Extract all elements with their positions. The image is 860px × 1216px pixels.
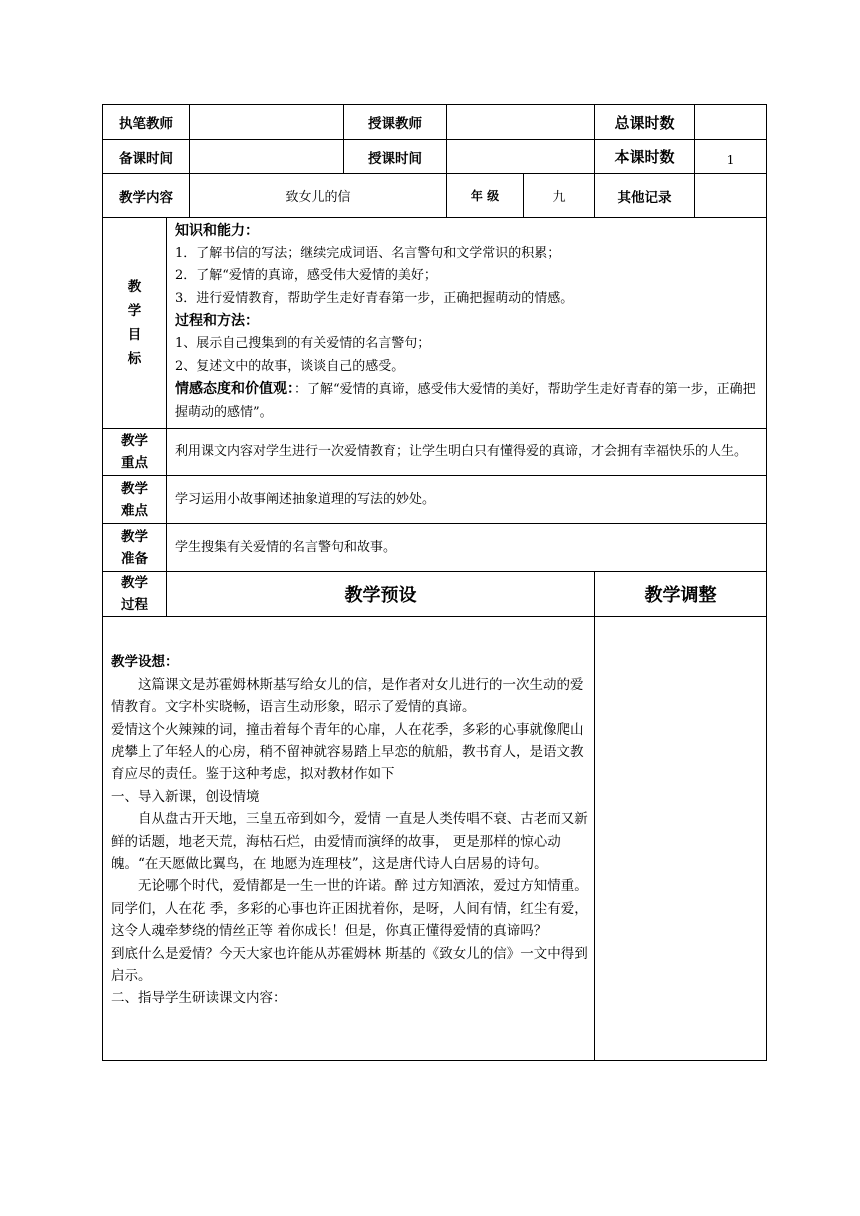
preset-content <box>103 617 595 1061</box>
process-label: 教学 过程 <box>103 572 167 617</box>
content-value: 致女儿的信 <box>190 174 447 218</box>
paragraph: 爱情这个火辣辣的词，撞击着每个青年的心扉，人在花季，多彩的心事就像爬山虎攀上了年轻人的心房，稍不留神就容易踏上早恋的航船，教书育人，是语文教育应尽的责任。鉴于这种考虑，拟对教材作如下 <box>111 721 584 783</box>
emotion-paragraph <box>175 378 760 424</box>
preparation-row <box>103 524 767 572</box>
preparation-text: 学生搜集有关爱情的名言警句和故事。 <box>167 524 767 572</box>
paragraph: 这篇课文是苏霍姆林斯基写给女儿的信，是作者对女儿进行的一次生动的爱情教育。文字朴实晓畅，语言生动形象，昭示了爱情的真谛。 <box>111 676 584 716</box>
adjust-title: 教学调整 <box>595 572 767 617</box>
goals-row <box>103 218 767 429</box>
process-content-row <box>103 617 767 1061</box>
process-title: 过程和方法： <box>175 313 259 330</box>
prep-time-label: 备课时间 <box>103 140 190 174</box>
paragraph: 自从盘古开天地，三皇五帝到如今，爱情 一直是人类传唱不衰、古老而又新鲜的话题，地老天荒，海枯石烂，由爱情而演绎的故事， 更是那样的惊心动魄。“在天愿做比翼鸟，在 地愿为连理枝”，这是唐代诗人白居易的诗句。 <box>111 811 588 872</box>
key-points-text: 利用课文内容对学生进行一次爱情教育；让学生明白只有懂得爱的真谛，才会拥有幸福快乐的人生。 <box>167 429 767 476</box>
difficulties-text: 学习运用小故事阐述抽象道理的写法的妙处。 <box>167 476 767 524</box>
content-label: 教学内容 <box>103 174 190 218</box>
grade-value: 九 <box>524 174 595 218</box>
knowledge-item: 2．了解“爱情的真谛，感受伟大爱情的美好； <box>175 268 437 284</box>
emotion-text: ：了解“爱情的真谛，感受伟大爱情的美好，帮助学生走好青春的第一步，正确把握萌动的感情”。 <box>175 382 756 420</box>
paragraph: 到底什么是爱情？今天大家也许能从苏霍姆林 斯基的《致女儿的信》一文中得到启示。 <box>111 945 588 985</box>
lesson-plan-table <box>102 104 767 1061</box>
writer-teacher-value <box>190 105 344 140</box>
preparation-label: 教学 准备 <box>103 524 167 572</box>
process-item: 2、复述文中的故事，谈谈自己的感受。 <box>175 358 405 374</box>
knowledge-title: 知识和能力： <box>175 223 259 239</box>
total-hours-label: 总课时数 <box>595 105 695 140</box>
other-record-label: 其他记录 <box>595 174 695 218</box>
lecture-time-value <box>447 140 595 174</box>
total-hours-value <box>695 105 767 140</box>
writer-teacher-label: 执笔教师 <box>103 105 190 140</box>
preset-title: 教学预设 <box>167 572 595 617</box>
section-heading: 二、指导学生研读课文内容： <box>111 990 287 1007</box>
header-row-3 <box>103 174 767 218</box>
difficulties-row <box>103 476 767 524</box>
goals-label: 教 学 目 标 <box>103 218 167 429</box>
process-header-row <box>103 572 767 617</box>
key-points-label: 教学 重点 <box>103 429 167 476</box>
lesson-plan-sheet <box>102 104 766 1061</box>
design-title: 教学设想： <box>111 654 179 671</box>
lecture-teacher-value <box>447 105 595 140</box>
emotion-title: 情感态度和价值观： <box>175 381 294 398</box>
goals-content <box>167 218 767 429</box>
key-points-row <box>103 429 767 476</box>
difficulties-label: 教学 难点 <box>103 476 167 524</box>
header-row-1 <box>103 105 767 140</box>
header-row-2 <box>103 140 767 174</box>
process-item: 1、展示自己搜集到的有关爱情的名言警句； <box>175 335 431 351</box>
other-record-value <box>695 174 767 218</box>
adjust-content <box>595 617 767 1061</box>
knowledge-item: 1．了解书信的写法；继续完成词语、名言警句和文学常识的积累； <box>175 245 561 261</box>
lecture-time-label: 授课时间 <box>344 140 447 174</box>
this-hours-label: 本课时数 <box>595 140 695 174</box>
section-heading: 一、导入新课，创设情境 <box>111 788 260 805</box>
prep-time-value <box>190 140 344 174</box>
grade-label: 年 级 <box>447 174 524 218</box>
this-hours-value: 1 <box>695 140 767 174</box>
lecture-teacher-label: 授课教师 <box>344 105 447 140</box>
knowledge-item: 3．进行爱情教育，帮助学生走好青春第一步，正确把握萌动的情感。 <box>175 290 574 306</box>
paragraph: 无论哪个时代，爱情都是一生一世的许诺。醉 过方知酒浓，爱过方知情重。同学们，人在花 季，多彩的心事也许正困扰着你，是呀，人间有情，红尘有爱，这令人魂牵梦绕的情丝正等 着你成长！但是，你真正懂得爱情的真谛吗？ <box>111 878 588 940</box>
